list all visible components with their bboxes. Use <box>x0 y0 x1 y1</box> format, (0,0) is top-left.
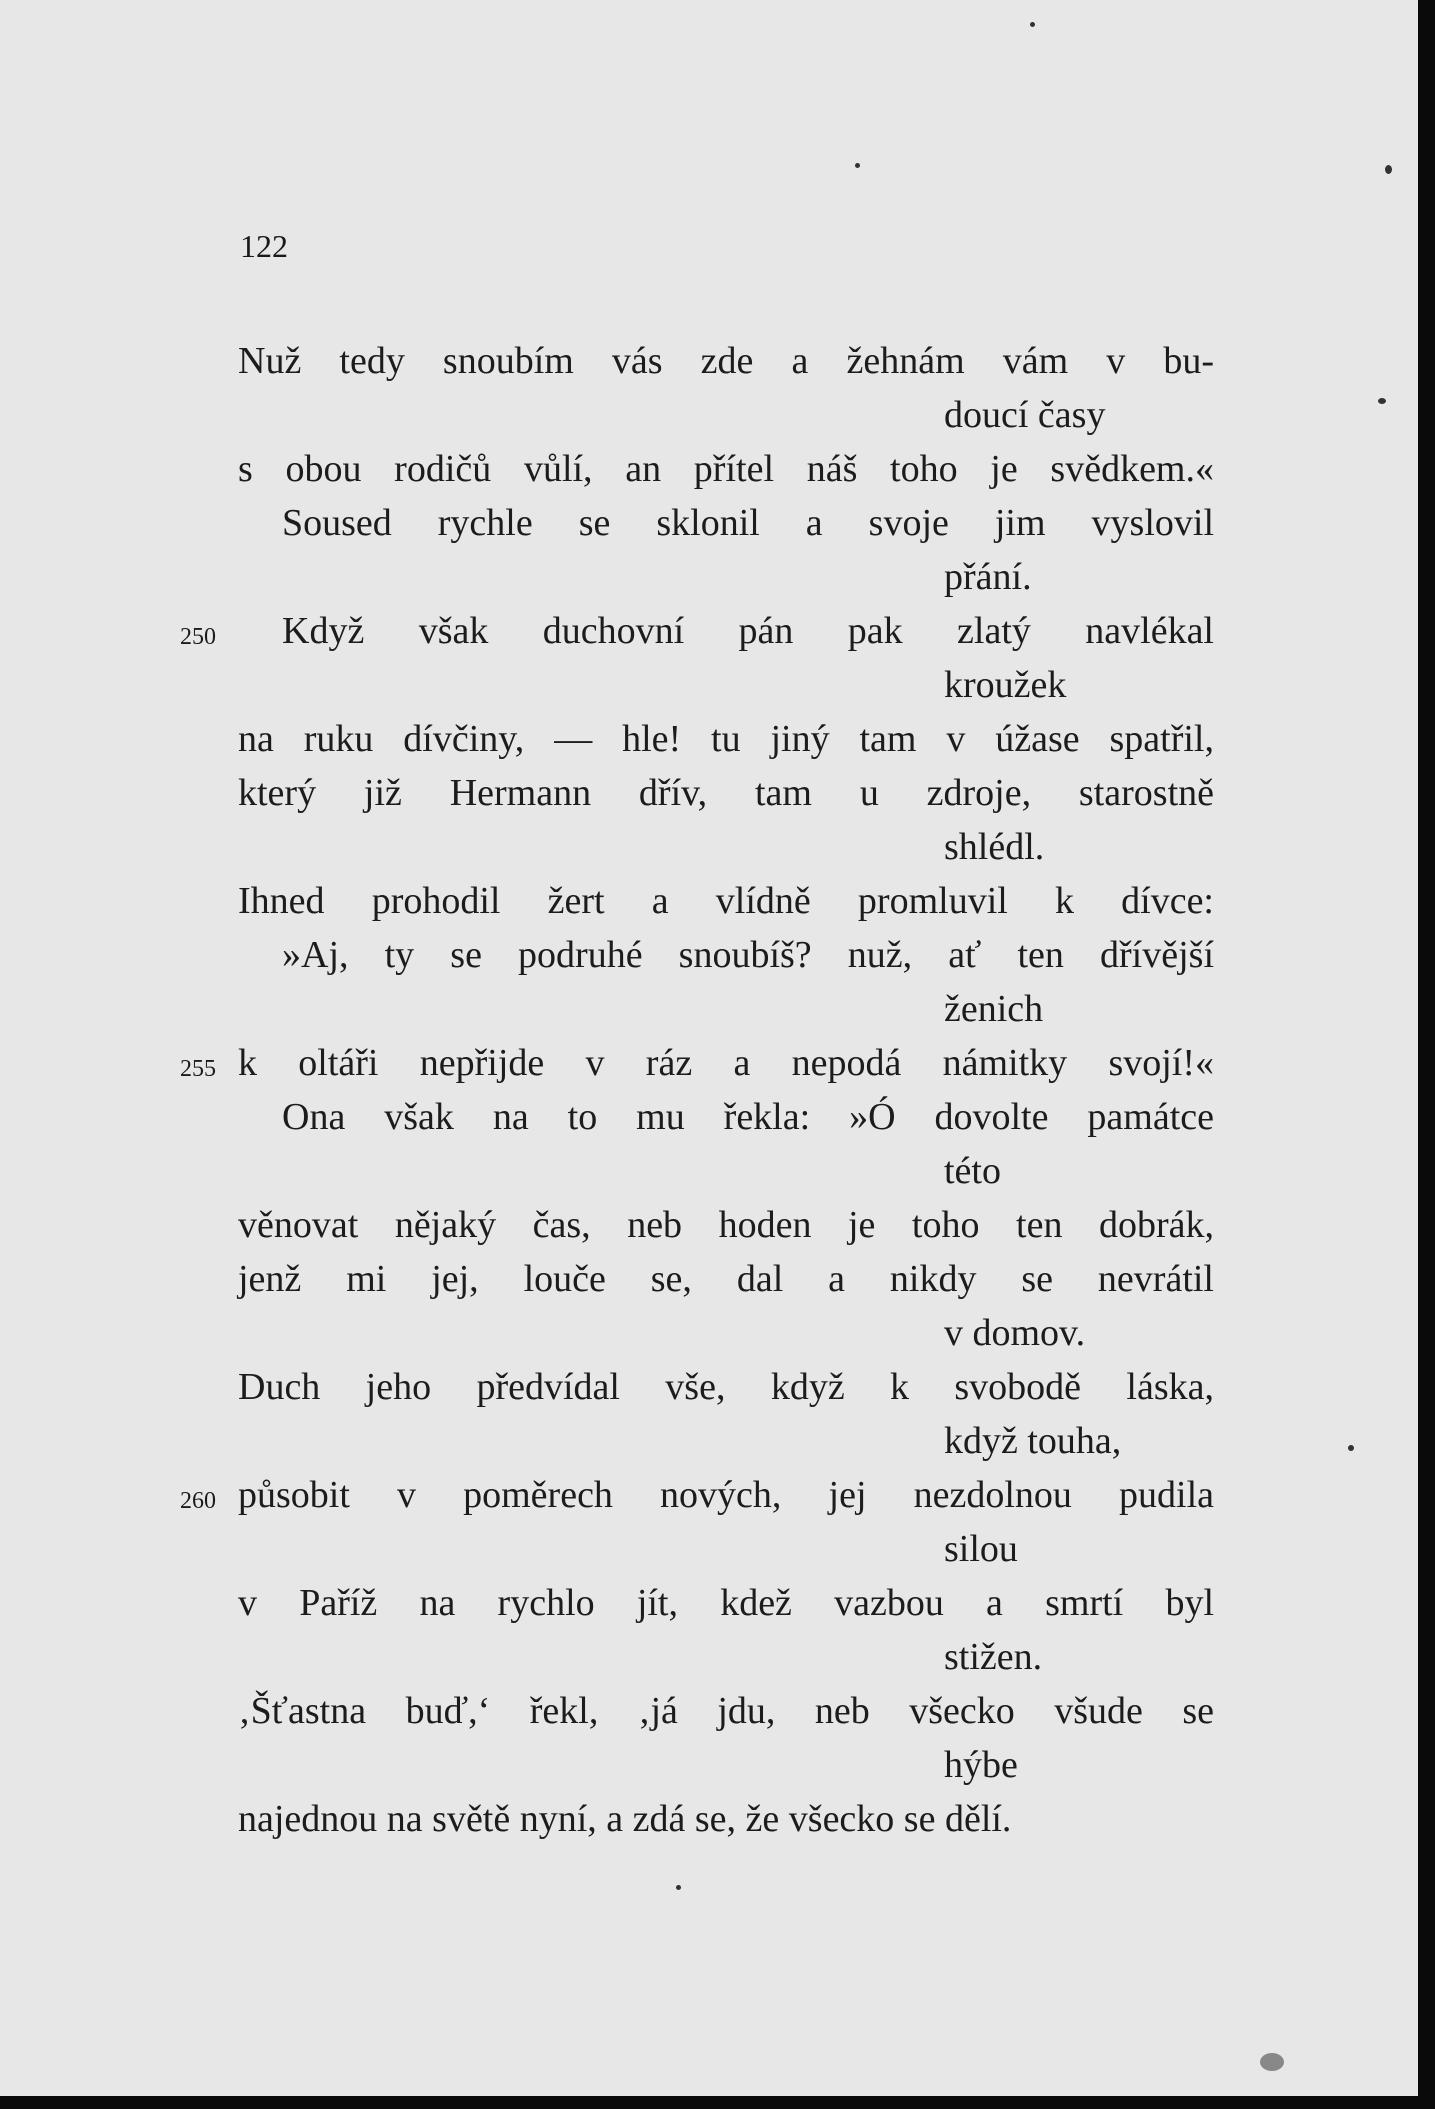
verse-line <box>0 550 1418 604</box>
verse-text: Ihned prohodil žert a vlídně promluvil k dívce: <box>238 880 1214 922</box>
scan-speck <box>1385 165 1392 174</box>
verse-line <box>0 334 1418 388</box>
verse-text: v domov. <box>944 1312 1086 1354</box>
book-edge <box>1418 0 1435 2109</box>
verse-text: Ona však na to mu řekla: »Ó dovolte památce <box>282 1096 1214 1138</box>
verse-text: věnovat nějaký čas, neb hoden je toho ten dobrák, <box>238 1204 1214 1246</box>
scan-speck <box>1378 398 1386 404</box>
verse-line <box>0 604 1418 658</box>
verse-text: působit v poměrech nových, jej nezdolnou pudila <box>238 1474 1214 1516</box>
verse-text: stižen. <box>944 1636 1043 1678</box>
verse-line <box>0 1522 1418 1576</box>
scan-speck <box>1030 22 1035 27</box>
line-number: 260 <box>180 1488 216 1514</box>
verse-line <box>0 496 1418 550</box>
page-number: 122 <box>240 228 288 264</box>
verse-line <box>0 766 1418 820</box>
verse-text: hýbe <box>944 1744 1018 1786</box>
verse-text: na ruku dívčiny, — hle! tu jiný tam v úžase spatřil, <box>238 718 1214 760</box>
verse-line <box>0 1468 1418 1522</box>
verse-line <box>0 1306 1418 1360</box>
verse-line <box>0 1630 1418 1684</box>
verse-line <box>0 1090 1418 1144</box>
scan-speck <box>676 1885 681 1890</box>
verse-text: Soused rychle se sklonil a svoje jim vyslovil <box>282 502 1214 544</box>
verse-line <box>0 874 1418 928</box>
verse-text: ‚Šťastna buď,‘ řekl, ‚já jdu, neb všecko všude se <box>238 1690 1214 1732</box>
verse-line <box>0 1792 1418 1846</box>
verse-line <box>0 1576 1418 1630</box>
verse-text: této <box>944 1150 1001 1192</box>
scan-speck <box>855 163 860 168</box>
verse-text: v Paříž na rychlo jít, kdež vazbou a smrtí byl <box>238 1582 1214 1624</box>
verse-line <box>0 1414 1418 1468</box>
verse-text: doucí časy <box>944 394 1106 436</box>
verse-text: jenž mi jej, louče se, dal a nikdy se nevrátil <box>238 1258 1214 1300</box>
scan-speck <box>1348 1445 1354 1451</box>
verse-text: Duch jeho předvídal vše, když k svobodě láska, <box>238 1366 1214 1408</box>
verse-line <box>0 1252 1418 1306</box>
book-edge <box>0 2096 1435 2109</box>
verse-line <box>0 1198 1418 1252</box>
verse-line <box>0 1684 1418 1738</box>
verse-text: když touha, <box>944 1420 1122 1462</box>
verse-text: Nuž tedy snoubím vás zde a žehnám vám v bu- <box>238 340 1214 382</box>
verse-line <box>0 982 1418 1036</box>
line-number: 250 <box>180 624 216 650</box>
verse-line <box>0 820 1418 874</box>
verse-line <box>0 1738 1418 1792</box>
scan-speck <box>1260 2053 1284 2071</box>
verse-line <box>0 442 1418 496</box>
verse-line <box>0 1036 1418 1090</box>
verse-line <box>0 712 1418 766</box>
verse-text: přání. <box>944 556 1032 598</box>
poem-text <box>0 334 1418 1846</box>
verse-line <box>0 658 1418 712</box>
verse-text: s obou rodičů vůlí, an přítel náš toho je svědkem.« <box>238 448 1214 490</box>
verse-text: shlédl. <box>944 826 1045 868</box>
verse-text: »Aj, ty se podruhé snoubíš? nuž, ať ten dřívější <box>282 934 1214 976</box>
verse-text: silou <box>944 1528 1018 1570</box>
verse-text: Když však duchovní pán pak zlatý navlékal <box>282 610 1214 652</box>
verse-text: který již Hermann dřív, tam u zdroje, starostně <box>238 772 1214 814</box>
verse-text: kroužek <box>944 664 1067 706</box>
line-number: 255 <box>180 1056 216 1082</box>
verse-line <box>0 388 1418 442</box>
verse-line <box>0 928 1418 982</box>
verse-text: najednou na světě nyní, a zdá se, že všecko se dělí. <box>238 1798 1012 1840</box>
verse-text: ženich <box>944 988 1044 1030</box>
verse-text: k oltáři nepřijde v ráz a nepodá námitky svojí!« <box>238 1042 1214 1084</box>
verse-line <box>0 1144 1418 1198</box>
verse-line <box>0 1360 1418 1414</box>
